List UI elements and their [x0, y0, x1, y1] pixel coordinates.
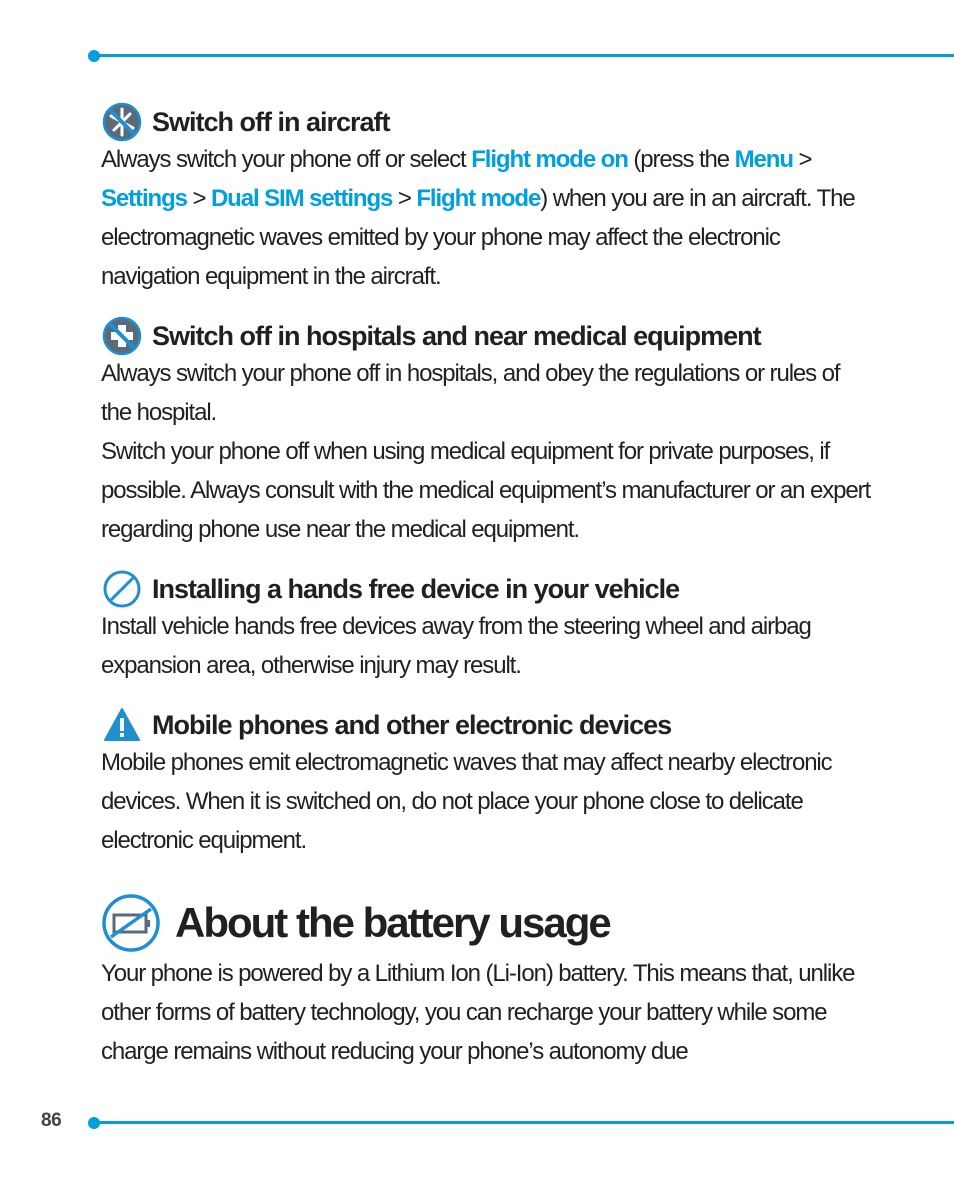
- menu-path-highlight: Flight mode: [416, 185, 541, 212]
- section-title: Switch off in hospitals and near medical equipment: [152, 320, 761, 351]
- section-title: Installing a hands free device in your vehicle: [152, 573, 680, 604]
- top-rule: [94, 54, 954, 57]
- battery-body: [101, 954, 871, 1071]
- section-hands-free: [101, 567, 871, 685]
- section-heading: [101, 703, 871, 747]
- text-run: >: [186, 185, 211, 212]
- page-number: 86: [41, 1110, 62, 1131]
- battery-title: About the battery usage: [175, 899, 610, 946]
- menu-path-highlight: Dual SIM settings: [210, 185, 393, 212]
- warning-icon: [102, 705, 142, 745]
- menu-path-highlight: Settings: [101, 185, 187, 212]
- section-paragraph: [101, 140, 871, 296]
- text-run: (press the: [627, 146, 735, 173]
- section-body: [101, 607, 871, 685]
- prohibited-icon: [102, 569, 142, 609]
- section-paragraph: Always switch your phone off in hospitals, and obey the regulations or rules of the hospital.: [101, 360, 840, 426]
- section-body: [101, 743, 871, 860]
- section-body: [101, 354, 871, 549]
- section-heading: [101, 314, 871, 358]
- top-rule-dot: [88, 50, 100, 62]
- section-hospitals: [101, 314, 871, 549]
- text-run: Always switch your phone off or select: [101, 146, 472, 173]
- text-run: >: [392, 185, 417, 212]
- battery-paragraph: Your phone is powered by a Lithium Ion (Li-Ion) battery. This means that, unlike other forms of battery technology, you can recharge your battery while some charge remains without reducing your phone’s autonomy due: [101, 960, 855, 1065]
- bottom-rule-dot: [88, 1117, 100, 1129]
- menu-path-highlight: Flight mode on: [471, 146, 628, 173]
- section-aircraft: [101, 100, 871, 296]
- section-paragraph: Install vehicle hands free devices away from the steering wheel and airbag expansion area, otherwise injury may result.: [101, 613, 811, 679]
- section-heading: [101, 567, 871, 611]
- section-paragraph: Mobile phones emit electromagnetic waves that may affect nearby electronic devices. When it is switched on, do not place your phone close to delicate electronic equipment.: [101, 749, 832, 854]
- text-run: ) when you are in an aircraft. The electromagnetic waves emitted by your phone may affect the electronic navigation equipment in the aircraft.: [101, 185, 855, 290]
- medical-cross-icon: [102, 316, 142, 356]
- page-content: [101, 100, 871, 1071]
- section-heading: [101, 100, 871, 144]
- no-airplane-icon: [102, 102, 142, 142]
- battery-heading: [101, 888, 871, 958]
- bottom-rule: [94, 1121, 954, 1124]
- section-electronic-devices: [101, 703, 871, 860]
- section-paragraph: Switch your phone off when using medical equipment for private purposes, if possible. Always consult with the medical equipment’s manufacturer or an expert regarding phone use near the medical equipment.: [101, 438, 871, 543]
- section-body: [101, 140, 871, 296]
- battery-icon: [101, 893, 161, 953]
- section-title: Mobile phones and other electronic devices: [152, 709, 672, 740]
- text-run: >: [792, 146, 812, 173]
- menu-path-highlight: Menu: [734, 146, 793, 173]
- section-title: Switch off in aircraft: [152, 106, 390, 137]
